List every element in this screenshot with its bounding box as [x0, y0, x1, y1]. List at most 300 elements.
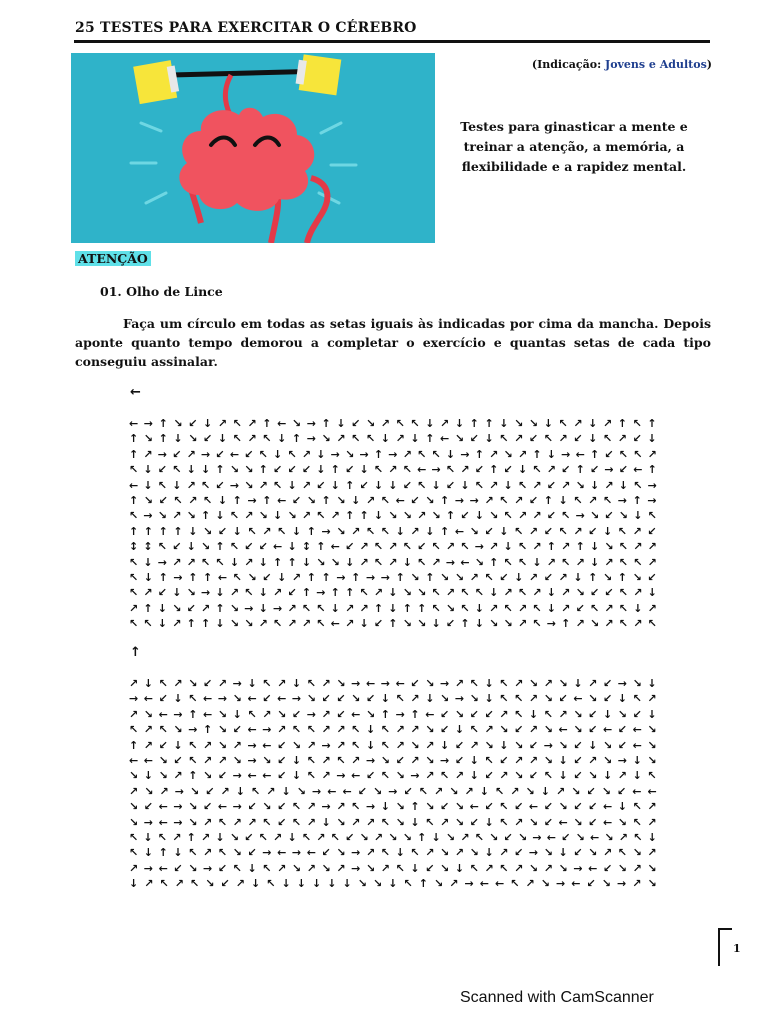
arrow-glyph[interactable]: ↗ — [647, 555, 657, 569]
arrow-glyph[interactable]: ↙ — [345, 463, 355, 477]
arrow-glyph[interactable]: ↗ — [336, 738, 346, 752]
arrow-glyph[interactable]: ↓ — [291, 753, 302, 767]
arrow-glyph[interactable]: ↗ — [503, 586, 513, 600]
arrow-glyph[interactable]: ↗ — [510, 784, 520, 798]
arrow-glyph[interactable]: ↘ — [588, 769, 598, 783]
arrow-glyph[interactable]: ↓ — [402, 555, 412, 569]
arrow-glyph[interactable]: → — [311, 784, 322, 798]
arrow-glyph[interactable]: ↘ — [425, 800, 435, 814]
arrow-glyph[interactable]: ↘ — [503, 447, 513, 461]
arrow-glyph[interactable]: ↓ — [201, 463, 211, 477]
arrow-glyph[interactable]: ↓ — [277, 570, 287, 584]
arrow-glyph[interactable]: ↖ — [143, 617, 153, 631]
arrow-glyph[interactable]: ↖ — [365, 524, 376, 538]
arrow-glyph[interactable]: ↘ — [558, 800, 568, 814]
arrow-glyph[interactable]: ↗ — [301, 617, 312, 631]
arrow-glyph[interactable]: ↗ — [235, 877, 245, 891]
arrow-glyph[interactable]: ↙ — [586, 877, 596, 891]
arrow-glyph[interactable]: ↗ — [321, 707, 331, 721]
arrow-glyph[interactable]: ← — [277, 692, 287, 706]
arrow-glyph[interactable]: ↙ — [365, 769, 376, 783]
arrow-glyph[interactable]: ↗ — [546, 555, 556, 569]
arrow-glyph[interactable]: ↗ — [543, 677, 553, 690]
arrow-glyph[interactable]: ↗ — [388, 463, 398, 477]
arrow-glyph[interactable]: ↓ — [617, 800, 628, 814]
arrow-glyph[interactable]: → — [575, 509, 585, 523]
arrow-glyph[interactable]: ↖ — [484, 570, 494, 584]
arrow-glyph[interactable]: ↗ — [454, 846, 465, 860]
arrow-glyph[interactable]: ↘ — [291, 738, 302, 752]
arrow-glyph[interactable]: ↑ — [186, 830, 196, 844]
arrow-glyph[interactable]: ↓ — [316, 447, 326, 461]
arrow-glyph[interactable]: ↘ — [372, 784, 383, 798]
arrow-glyph[interactable]: → — [464, 877, 474, 891]
arrow-glyph[interactable]: ↖ — [359, 586, 369, 600]
arrow-glyph[interactable]: ↖ — [633, 830, 643, 844]
arrow-glyph[interactable]: ↕ — [301, 540, 312, 554]
arrow-glyph[interactable]: ↙ — [573, 738, 583, 752]
arrow-glyph[interactable]: ↖ — [425, 815, 435, 829]
arrow-glyph[interactable]: ↗ — [143, 738, 154, 752]
arrow-glyph[interactable]: ↓ — [546, 601, 556, 615]
arrow-glyph[interactable]: ↙ — [277, 769, 287, 783]
arrow-glyph[interactable]: ↖ — [499, 861, 509, 875]
arrow-glyph[interactable]: ↑ — [201, 509, 211, 523]
arrow-glyph[interactable]: ↘ — [440, 861, 450, 875]
arrow-glyph[interactable]: ↗ — [159, 784, 169, 798]
arrow-glyph[interactable]: ↖ — [417, 478, 427, 492]
arrow-glyph[interactable]: ↘ — [321, 432, 331, 446]
arrow-glyph[interactable]: ↙ — [345, 540, 355, 554]
arrow-glyph[interactable]: ↓ — [157, 601, 168, 615]
arrow-glyph[interactable]: ↗ — [201, 601, 211, 615]
arrow-glyph[interactable]: → — [157, 555, 168, 569]
arrow-glyph[interactable]: ↗ — [273, 586, 283, 600]
arrow-glyph[interactable]: ← — [558, 723, 568, 737]
arrow-glyph[interactable]: ↗ — [186, 478, 196, 492]
arrow-glyph[interactable]: ↓ — [588, 432, 598, 446]
arrow-glyph[interactable]: ↑ — [203, 723, 213, 737]
arrow-glyph[interactable]: ↘ — [543, 753, 553, 767]
arrow-glyph[interactable]: ↖ — [258, 830, 268, 844]
arrow-glyph[interactable]: ↗ — [445, 586, 456, 600]
arrow-glyph[interactable]: ↖ — [618, 617, 629, 631]
arrow-glyph[interactable]: → — [351, 846, 361, 860]
arrow-glyph[interactable]: ← — [440, 432, 450, 446]
arrow-glyph[interactable]: ↗ — [561, 601, 571, 615]
arrow-glyph[interactable]: ↙ — [287, 463, 297, 477]
arrow-glyph[interactable]: ↑ — [345, 586, 355, 600]
arrow-glyph[interactable]: ↗ — [321, 769, 331, 783]
arrow-glyph[interactable]: → — [359, 447, 369, 461]
arrow-glyph[interactable]: ↖ — [380, 524, 391, 538]
arrow-glyph[interactable]: ↘ — [425, 493, 435, 507]
arrow-glyph[interactable]: ↑ — [158, 846, 168, 860]
arrow-glyph[interactable]: → — [555, 877, 566, 891]
arrow-glyph[interactable]: ↖ — [499, 800, 509, 814]
arrow-glyph[interactable]: ↘ — [244, 463, 254, 477]
arrow-glyph[interactable]: ↗ — [499, 707, 509, 721]
arrow-glyph[interactable]: ↖ — [617, 846, 628, 860]
arrow-glyph[interactable]: ↘ — [647, 723, 657, 737]
arrow-glyph[interactable]: ↗ — [460, 830, 470, 844]
arrow-glyph[interactable]: → — [388, 447, 398, 461]
arrow-glyph[interactable]: ↘ — [528, 815, 539, 829]
arrow-glyph[interactable]: ↘ — [440, 570, 450, 584]
arrow-glyph[interactable]: ↓ — [157, 617, 168, 631]
arrow-glyph[interactable]: ↗ — [499, 846, 509, 860]
arrow-glyph[interactable]: ↗ — [188, 493, 198, 507]
arrow-glyph[interactable]: ↑ — [215, 601, 225, 615]
arrow-glyph[interactable]: ↖ — [330, 830, 340, 844]
arrow-glyph[interactable]: ↙ — [410, 493, 420, 507]
arrow-glyph[interactable]: ↙ — [395, 753, 405, 767]
arrow-glyph[interactable]: ← — [143, 692, 154, 706]
arrow-glyph[interactable]: → — [157, 447, 168, 461]
arrow-glyph[interactable]: ↙ — [528, 493, 539, 507]
arrow-glyph[interactable]: ↖ — [633, 478, 643, 492]
arrow-glyph[interactable]: ↖ — [128, 509, 139, 523]
arrow-glyph[interactable]: → — [330, 447, 340, 461]
arrow-glyph[interactable]: ↙ — [602, 692, 613, 706]
arrow-glyph[interactable]: ← — [217, 800, 228, 814]
arrow-glyph[interactable]: → — [380, 677, 391, 690]
arrow-glyph[interactable]: ↓ — [143, 463, 153, 477]
arrow-glyph[interactable]: → — [128, 692, 139, 706]
arrow-glyph[interactable]: ↓ — [365, 738, 376, 752]
arrow-glyph[interactable]: ↗ — [602, 846, 613, 860]
arrow-glyph[interactable]: ↙ — [172, 540, 182, 554]
arrow-glyph[interactable]: ↓ — [327, 877, 337, 891]
arrow-glyph[interactable]: ↙ — [632, 432, 642, 446]
arrow-glyph[interactable]: ↘ — [365, 417, 376, 430]
arrow-glyph[interactable]: ↗ — [647, 540, 657, 554]
arrow-glyph[interactable]: ↓ — [647, 830, 657, 844]
arrow-glyph[interactable]: ↖ — [503, 509, 513, 523]
arrow-glyph[interactable]: ↘ — [647, 738, 657, 752]
arrow-glyph[interactable]: ↘ — [188, 815, 198, 829]
arrow-glyph[interactable]: ↑ — [575, 463, 585, 477]
arrow-glyph[interactable]: ↖ — [232, 861, 242, 875]
arrow-glyph[interactable]: ↖ — [306, 677, 316, 690]
arrow-glyph[interactable]: ↘ — [558, 677, 568, 690]
arrow-glyph[interactable]: ↘ — [632, 677, 642, 690]
arrow-glyph[interactable]: ↖ — [262, 861, 272, 875]
arrow-glyph[interactable]: ↗ — [555, 784, 566, 798]
arrow-glyph[interactable]: ↖ — [417, 555, 427, 569]
arrow-glyph[interactable]: ↘ — [647, 753, 657, 767]
arrow-glyph[interactable]: ↖ — [247, 707, 257, 721]
arrow-glyph[interactable]: ↖ — [128, 586, 139, 600]
arrow-glyph[interactable]: ↗ — [380, 861, 391, 875]
arrow-glyph[interactable]: ↙ — [602, 677, 613, 690]
arrow-glyph[interactable]: ↓ — [373, 478, 384, 492]
arrow-glyph[interactable]: ↗ — [388, 540, 398, 554]
arrow-glyph[interactable]: ↙ — [345, 830, 355, 844]
arrow-glyph[interactable]: ↙ — [359, 478, 369, 492]
arrow-glyph[interactable]: ↑ — [445, 509, 456, 523]
arrow-glyph[interactable]: ↘ — [575, 830, 585, 844]
arrow-glyph[interactable]: → — [445, 555, 456, 569]
arrow-glyph[interactable]: ↘ — [316, 555, 326, 569]
arrow-glyph[interactable]: ↗ — [558, 570, 568, 584]
arrow-glyph[interactable]: ↑ — [188, 769, 198, 783]
arrow-glyph[interactable]: ↙ — [586, 784, 596, 798]
arrow-glyph[interactable]: ↙ — [262, 692, 272, 706]
arrow-glyph[interactable]: ↙ — [543, 800, 553, 814]
arrow-glyph[interactable]: → — [336, 769, 346, 783]
arrow-glyph[interactable]: ← — [351, 707, 361, 721]
arrow-glyph[interactable]: ↓ — [311, 877, 322, 891]
arrow-glyph[interactable]: ↖ — [301, 830, 312, 844]
arrow-glyph[interactable]: ↓ — [287, 478, 297, 492]
arrow-glyph[interactable]: ↑ — [469, 417, 479, 430]
arrow-glyph[interactable]: ↖ — [188, 753, 198, 767]
arrow-glyph[interactable]: ↗ — [247, 815, 257, 829]
arrow-glyph[interactable]: ↓ — [589, 478, 600, 492]
arrow-glyph[interactable]: ↘ — [188, 432, 198, 446]
arrow-glyph[interactable]: ↘ — [454, 432, 465, 446]
arrow-glyph[interactable]: ↗ — [647, 692, 657, 706]
arrow-glyph[interactable]: ↑ — [201, 617, 211, 631]
arrow-glyph[interactable]: ↗ — [517, 617, 528, 631]
arrow-glyph[interactable]: ↘ — [617, 861, 628, 875]
arrow-glyph[interactable]: ↖ — [306, 753, 316, 767]
arrow-glyph[interactable]: ↖ — [301, 601, 312, 615]
arrow-glyph[interactable]: → — [351, 861, 361, 875]
arrow-glyph[interactable]: ↑ — [410, 800, 420, 814]
arrow-glyph[interactable]: ↙ — [514, 800, 524, 814]
arrow-glyph[interactable]: ↖ — [431, 447, 441, 461]
arrow-glyph[interactable]: ↙ — [316, 478, 326, 492]
arrow-glyph[interactable]: ↖ — [215, 555, 225, 569]
arrow-glyph[interactable]: ↓ — [454, 723, 465, 737]
arrow-glyph[interactable]: ↘ — [291, 417, 302, 430]
arrow-glyph[interactable]: ↖ — [647, 509, 657, 523]
arrow-glyph[interactable]: ↓ — [484, 692, 494, 706]
arrow-glyph[interactable]: ↓ — [469, 769, 479, 783]
arrow-glyph[interactable]: → — [262, 846, 272, 860]
arrow-glyph[interactable]: ↗ — [395, 432, 405, 446]
arrow-glyph[interactable]: ↖ — [469, 677, 479, 690]
arrow-glyph[interactable]: ↙ — [157, 586, 168, 600]
arrow-glyph[interactable]: ↙ — [588, 723, 598, 737]
arrow-glyph[interactable]: → — [188, 723, 198, 737]
arrow-glyph[interactable]: ↘ — [433, 877, 444, 891]
arrow-glyph[interactable]: ↖ — [258, 447, 268, 461]
arrow-glyph[interactable]: ↗ — [277, 723, 287, 737]
arrow-glyph[interactable]: ↘ — [232, 846, 242, 860]
arrow-glyph[interactable]: ← — [158, 815, 168, 829]
arrow-glyph[interactable]: ↓ — [633, 601, 643, 615]
arrow-glyph[interactable]: ↓ — [588, 417, 598, 430]
arrow-glyph[interactable]: ↖ — [410, 846, 420, 860]
arrow-glyph[interactable]: ↗ — [604, 478, 614, 492]
arrow-glyph[interactable]: ↗ — [359, 540, 369, 554]
arrow-glyph[interactable]: ← — [247, 723, 257, 737]
arrow-glyph[interactable]: ↖ — [633, 447, 643, 461]
arrow-glyph[interactable]: ↙ — [172, 447, 182, 461]
arrow-glyph[interactable]: ↘ — [489, 830, 499, 844]
arrow-glyph[interactable]: ↑ — [460, 617, 470, 631]
arrow-glyph[interactable]: ↗ — [632, 524, 642, 538]
arrow-glyph[interactable]: ↖ — [431, 586, 441, 600]
arrow-glyph[interactable]: → — [617, 753, 628, 767]
arrow-glyph[interactable]: → — [365, 753, 376, 767]
arrow-glyph[interactable]: ↖ — [188, 846, 198, 860]
arrow-glyph[interactable]: ↘ — [575, 478, 585, 492]
arrow-glyph[interactable]: ↘ — [647, 861, 657, 875]
arrow-glyph[interactable]: ↖ — [380, 846, 391, 860]
arrow-glyph[interactable]: ↗ — [440, 815, 450, 829]
arrow-glyph[interactable]: ↙ — [301, 463, 312, 477]
arrow-glyph[interactable]: ↓ — [474, 601, 484, 615]
arrow-glyph[interactable]: ↓ — [186, 540, 196, 554]
arrow-glyph[interactable]: ↗ — [573, 417, 583, 430]
arrow-glyph[interactable]: → — [460, 447, 470, 461]
arrow-glyph[interactable]: ↓ — [558, 769, 568, 783]
arrow-glyph[interactable]: ↗ — [220, 784, 230, 798]
arrow-glyph[interactable]: → — [306, 432, 316, 446]
arrow-glyph[interactable]: → — [173, 800, 183, 814]
arrow-glyph[interactable]: ↗ — [336, 723, 346, 737]
arrow-glyph[interactable]: ↗ — [425, 769, 435, 783]
arrow-glyph[interactable]: ↖ — [418, 784, 428, 798]
arrow-glyph[interactable]: ↖ — [395, 861, 405, 875]
arrow-glyph[interactable]: ← — [143, 753, 154, 767]
arrow-glyph[interactable]: → — [217, 692, 228, 706]
arrow-glyph[interactable]: ↖ — [365, 432, 376, 446]
arrow-glyph[interactable]: ↙ — [514, 723, 524, 737]
arrow-glyph[interactable]: ↗ — [573, 524, 583, 538]
arrow-glyph[interactable]: → — [431, 463, 441, 477]
arrow-glyph[interactable]: ↗ — [632, 877, 642, 891]
arrow-glyph[interactable]: ↓ — [359, 617, 369, 631]
arrow-glyph[interactable]: ↓ — [128, 877, 139, 891]
arrow-glyph[interactable]: ↗ — [365, 815, 376, 829]
arrow-glyph[interactable]: ↖ — [573, 493, 583, 507]
arrow-glyph[interactable]: ↓ — [474, 617, 484, 631]
arrow-glyph[interactable]: ↓ — [503, 540, 513, 554]
arrow-glyph[interactable]: ↗ — [410, 753, 420, 767]
arrow-glyph[interactable]: ↙ — [484, 800, 494, 814]
arrow-glyph[interactable]: ↓ — [336, 417, 346, 430]
arrow-glyph[interactable]: → — [395, 707, 405, 721]
arrow-glyph[interactable]: ↑ — [345, 478, 355, 492]
arrow-glyph[interactable]: ↗ — [517, 601, 528, 615]
arrow-glyph[interactable]: ↗ — [528, 524, 539, 538]
arrow-glyph[interactable]: ↑ — [484, 417, 494, 430]
arrow-glyph[interactable]: ↘ — [380, 753, 391, 767]
arrow-glyph[interactable]: ↓ — [172, 586, 182, 600]
arrow-glyph[interactable]: ↘ — [402, 617, 412, 631]
arrow-glyph[interactable]: ↗ — [217, 417, 228, 430]
arrow-glyph[interactable]: ↙ — [351, 417, 361, 430]
arrow-glyph[interactable]: ↘ — [173, 723, 183, 737]
arrow-glyph[interactable]: ↘ — [186, 509, 196, 523]
arrow-glyph[interactable]: ↙ — [277, 800, 287, 814]
arrow-glyph[interactable]: ↗ — [514, 861, 524, 875]
arrow-glyph[interactable]: ← — [351, 769, 361, 783]
arrow-glyph[interactable]: ↘ — [143, 432, 154, 446]
arrow-glyph[interactable]: ↙ — [484, 524, 494, 538]
arrow-glyph[interactable]: ↓ — [460, 478, 470, 492]
arrow-glyph[interactable]: ↑ — [173, 524, 183, 538]
arrow-glyph[interactable]: ↗ — [440, 417, 450, 430]
arrow-glyph[interactable]: ↓ — [143, 570, 154, 584]
arrow-glyph[interactable]: ↓ — [431, 617, 441, 631]
arrow-glyph[interactable]: ↖ — [158, 677, 168, 690]
arrow-glyph[interactable]: ↑ — [418, 877, 428, 891]
arrow-glyph[interactable]: ↓ — [365, 723, 376, 737]
arrow-glyph[interactable]: ↖ — [262, 432, 272, 446]
arrow-glyph[interactable]: ↗ — [633, 586, 643, 600]
arrow-glyph[interactable]: ↖ — [517, 586, 528, 600]
arrow-glyph[interactable]: ↘ — [454, 815, 465, 829]
arrow-glyph[interactable]: ↖ — [250, 784, 261, 798]
arrow-glyph[interactable]: ← — [247, 769, 257, 783]
arrow-glyph[interactable]: ↘ — [330, 555, 340, 569]
arrow-glyph[interactable]: ↙ — [247, 800, 257, 814]
arrow-glyph[interactable]: ↙ — [546, 509, 556, 523]
arrow-glyph[interactable]: ↗ — [431, 555, 441, 569]
arrow-glyph[interactable]: ↗ — [144, 877, 154, 891]
arrow-glyph[interactable]: ↖ — [157, 830, 168, 844]
arrow-glyph[interactable]: ↗ — [517, 509, 528, 523]
arrow-glyph[interactable]: ↑ — [425, 432, 435, 446]
arrow-glyph[interactable]: ↓ — [528, 707, 539, 721]
arrow-glyph[interactable]: ↘ — [445, 830, 456, 844]
arrow-glyph[interactable]: ↓ — [351, 493, 361, 507]
arrow-glyph[interactable]: ↙ — [573, 432, 583, 446]
arrow-glyph[interactable]: ↘ — [388, 830, 398, 844]
arrow-glyph[interactable]: ↑ — [188, 707, 198, 721]
arrow-glyph[interactable]: ↑ — [373, 601, 384, 615]
arrow-glyph[interactable]: ↓ — [173, 692, 183, 706]
arrow-glyph[interactable]: ↖ — [499, 432, 509, 446]
arrow-glyph[interactable]: ↗ — [489, 540, 499, 554]
arrow-glyph[interactable]: ↓ — [250, 877, 261, 891]
arrow-glyph[interactable]: ↖ — [351, 800, 361, 814]
arrow-glyph[interactable]: ↓ — [425, 692, 435, 706]
arrow-glyph[interactable]: → — [291, 692, 302, 706]
arrow-glyph[interactable]: ↓ — [143, 830, 153, 844]
arrow-glyph[interactable]: ↙ — [589, 586, 600, 600]
arrow-glyph[interactable]: ↑ — [262, 493, 272, 507]
arrow-glyph[interactable]: ↙ — [604, 447, 614, 461]
arrow-glyph[interactable]: ↗ — [647, 815, 657, 829]
arrow-glyph[interactable]: ← — [342, 784, 352, 798]
arrow-glyph[interactable]: ↖ — [173, 493, 183, 507]
arrow-glyph[interactable]: ← — [277, 493, 287, 507]
arrow-glyph[interactable]: ↑ — [440, 524, 450, 538]
arrow-glyph[interactable]: → — [247, 493, 257, 507]
arrow-glyph[interactable]: ↖ — [517, 478, 528, 492]
arrow-glyph[interactable]: ↙ — [588, 815, 598, 829]
arrow-glyph[interactable]: ↙ — [528, 738, 539, 752]
arrow-glyph[interactable]: ↓ — [232, 524, 242, 538]
arrow-glyph[interactable]: ↙ — [543, 815, 553, 829]
arrow-glyph[interactable]: ↑ — [128, 493, 139, 507]
arrow-glyph[interactable]: ↙ — [647, 570, 657, 584]
arrow-glyph[interactable]: ↖ — [514, 707, 524, 721]
arrow-glyph[interactable]: ↖ — [172, 463, 182, 477]
arrow-glyph[interactable]: ↖ — [543, 432, 553, 446]
arrow-glyph[interactable]: ↘ — [601, 877, 611, 891]
arrow-glyph[interactable]: ↗ — [306, 738, 316, 752]
arrow-glyph[interactable]: ↑ — [215, 463, 225, 477]
arrow-glyph[interactable]: ↘ — [469, 524, 479, 538]
